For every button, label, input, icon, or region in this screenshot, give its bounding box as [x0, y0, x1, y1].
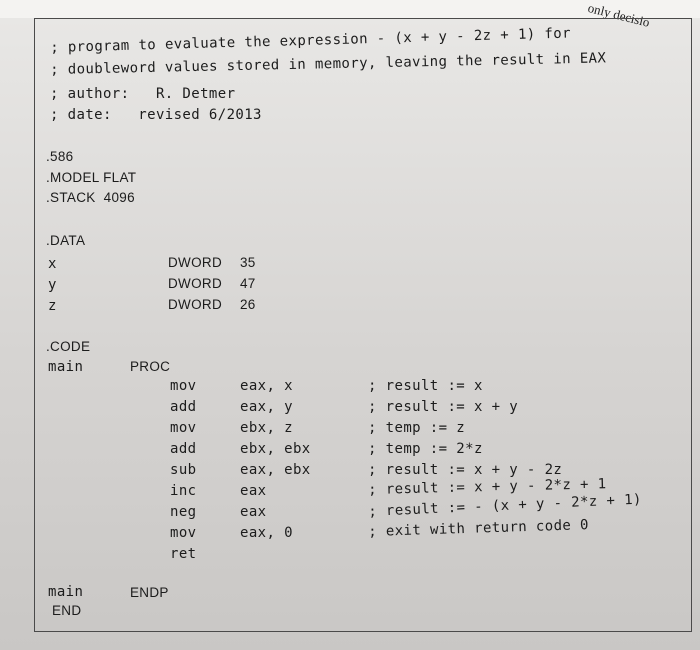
corner-text: only decisio: [586, 0, 652, 30]
instruction-args: eax, x: [240, 378, 293, 394]
header-comment-line-1: ; program to evaluate the expression - (x + y - 2z + 1) for: [50, 25, 572, 56]
instruction-op: mov: [170, 525, 197, 541]
proc-keyword: PROC: [130, 359, 171, 374]
instruction-comment: ; exit with return code 0: [368, 517, 590, 540]
directive-stack: .STACK 4096: [46, 190, 135, 205]
instruction-op: sub: [170, 462, 197, 478]
instruction-comment: ; result := x + y - 2z: [368, 462, 563, 478]
instruction-op: ret: [170, 546, 197, 562]
instruction-args: eax, ebx: [240, 462, 311, 478]
var-y-name: y: [48, 277, 57, 293]
var-x-name: x: [48, 256, 57, 272]
instruction-op: mov: [170, 420, 197, 436]
var-x-type: DWORD: [168, 255, 222, 270]
instruction-op: add: [170, 441, 197, 457]
var-x-value: 35: [240, 255, 256, 270]
header-comment-date: ; date: revised 6/2013: [50, 107, 262, 123]
instruction-args: eax, 0: [240, 525, 293, 541]
instruction-args: eax, y: [240, 399, 293, 415]
proc-name: main: [48, 359, 84, 375]
instruction-op: neg: [170, 504, 197, 520]
header-comment-line-2: ; doubleword values stored in memory, leaving the result in EAX: [50, 50, 607, 78]
var-z-value: 26: [240, 297, 256, 312]
instruction-args: eax: [240, 504, 267, 520]
var-z-name: z: [48, 298, 57, 314]
instruction-comment: ; result := x + y - 2*z + 1: [368, 476, 607, 498]
var-y-value: 47: [240, 276, 256, 291]
instruction-comment: ; result := - (x + y - 2*z + 1): [368, 491, 643, 520]
end-keyword: END: [52, 603, 82, 618]
instruction-args: ebx, ebx: [240, 441, 311, 457]
code-section-label: .CODE: [46, 339, 91, 354]
instruction-comment: ; temp := z: [368, 420, 466, 436]
header-comment-author: ; author: R. Detmer: [50, 86, 236, 102]
instruction-op: mov: [170, 378, 197, 394]
data-section-label: .DATA: [46, 233, 86, 248]
instruction-comment: ; result := x + y: [368, 399, 519, 415]
instruction-args: eax: [240, 483, 267, 499]
endp-keyword: ENDP: [130, 585, 169, 600]
instruction-args: ebx, z: [240, 420, 293, 436]
endp-name: main: [48, 584, 84, 600]
instruction-op: inc: [170, 483, 197, 499]
instruction-comment: ; temp := 2*z: [368, 441, 483, 457]
var-y-type: DWORD: [168, 276, 222, 291]
instruction-op: add: [170, 399, 197, 415]
instruction-comment: ; result := x: [368, 378, 483, 394]
directive-model: .MODEL FLAT: [46, 170, 137, 185]
var-z-type: DWORD: [168, 297, 222, 312]
directive-586: .586: [46, 149, 74, 164]
